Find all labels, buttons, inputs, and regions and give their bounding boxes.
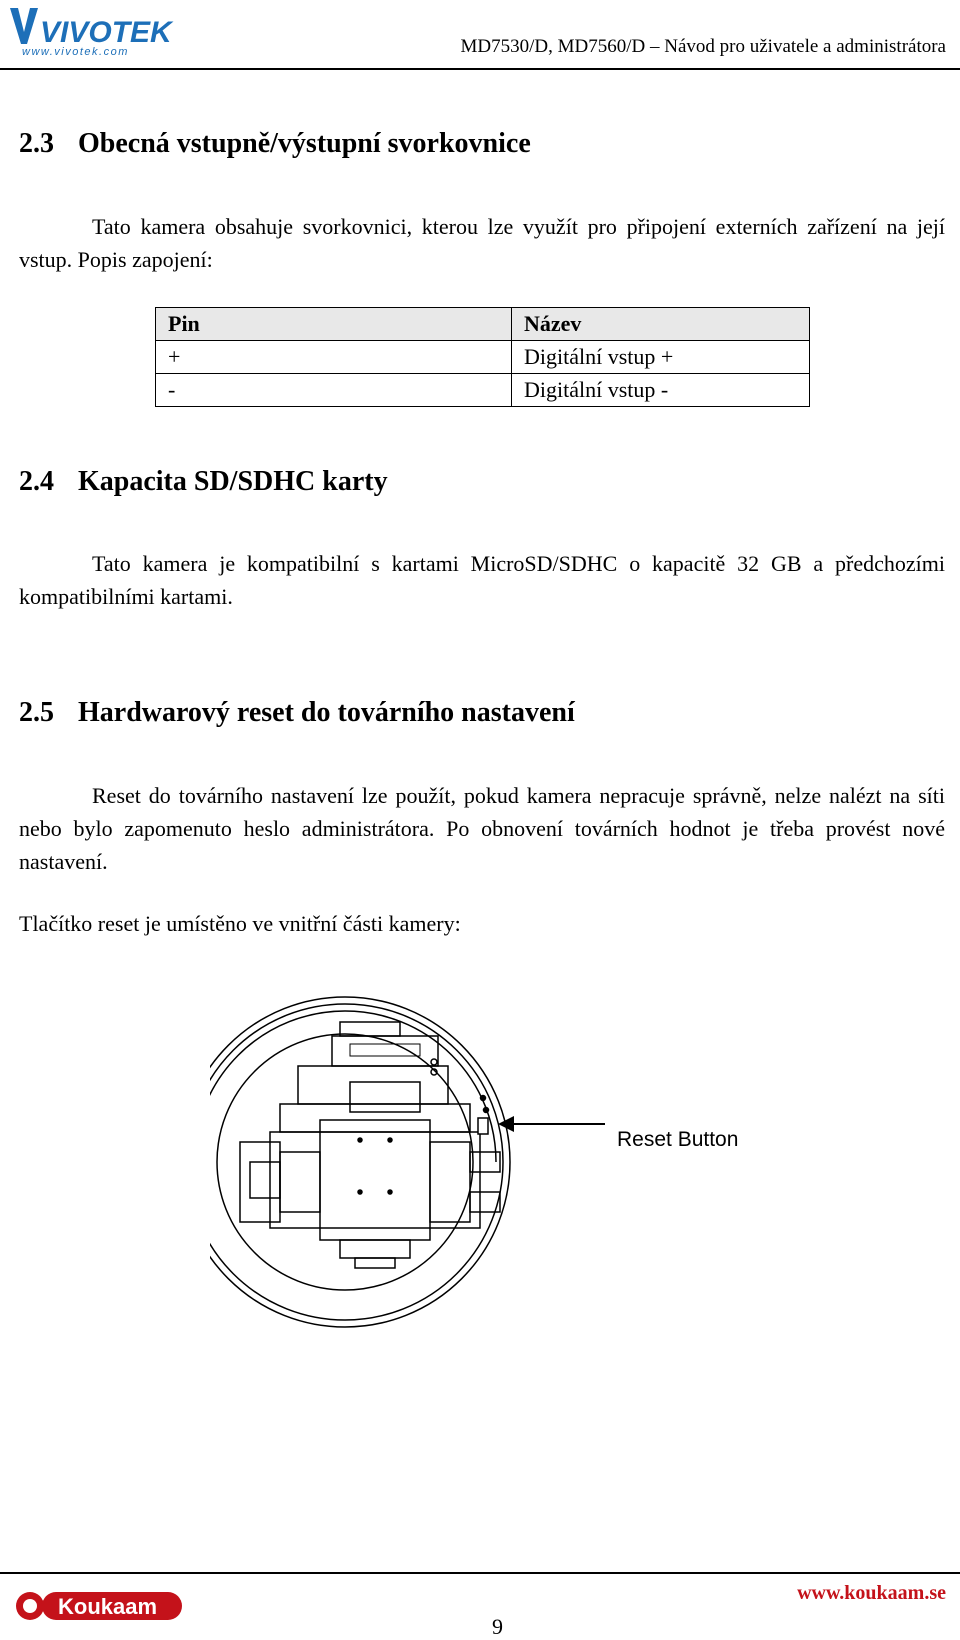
section-2-4-paragraph: Tato kamera je kompatibilní s kartami MicroSD/SDHC o kapacitě 32 GB a předchozími kompatibilními kartami. xyxy=(19,551,945,609)
section-number: 2.4 xyxy=(19,466,54,497)
header-divider xyxy=(0,68,960,70)
pin-table xyxy=(155,307,810,407)
brand-url: www.vivotek.com xyxy=(22,46,129,58)
table-header-row xyxy=(156,308,810,341)
section-2-5-paragraph: Reset do továrního nastavení lze použít, pokud kamera nepracuje správně, nelze nalézt na síti nebo bylo zapomenuto heslo administrátora. Po obnovení továrních hodnot je třeba provést nové nastavení. xyxy=(19,783,945,874)
table-cell: Digitální vstup + xyxy=(512,341,810,374)
section-number: 2.3 xyxy=(19,128,54,159)
section-number: 2.5 xyxy=(19,697,54,728)
reset-button-label: Reset Button xyxy=(617,1128,739,1151)
section-2-5-paragraph-2: Tlačítko reset je umístěno ve vnitřní části kamery: xyxy=(19,911,461,936)
section-title: Kapacita SD/SDHC karty xyxy=(78,466,388,497)
footer-divider xyxy=(0,1572,960,1574)
page-number: 9 xyxy=(492,1614,503,1639)
vivotek-logo xyxy=(8,2,178,58)
table-cell: Digitální vstup - xyxy=(512,374,810,407)
section-heading-2-3 xyxy=(19,128,531,160)
table-header-cell: Pin xyxy=(156,308,512,341)
footer-url[interactable]: www.koukaam.se xyxy=(797,1582,946,1604)
brand-text: VIVOTEK xyxy=(40,16,172,49)
section-heading-2-5 xyxy=(19,697,575,729)
section-heading-2-4 xyxy=(19,466,388,498)
koukaam-logo xyxy=(12,1588,184,1624)
section-title: Hardwarový reset do továrního nastavení xyxy=(78,697,575,728)
table-row xyxy=(156,341,810,374)
camera-reset-diagram xyxy=(210,992,770,1332)
table-cell: + xyxy=(156,341,512,374)
table-row xyxy=(156,374,810,407)
koukaam-logo-text: Koukaam xyxy=(58,1594,158,1619)
table-header-cell: Název xyxy=(512,308,810,341)
section-title: Obecná vstupně/výstupní svorkovnice xyxy=(78,128,531,159)
table-cell: - xyxy=(156,374,512,407)
section-2-3-paragraph: Tato kamera obsahuje svorkovnici, kterou lze využít pro připojení externích zařízení na její vstup. Popis zapojení: xyxy=(19,214,945,272)
document-title: MD7530/D, MD7560/D – Návod pro uživatele a administrátora xyxy=(460,36,946,57)
